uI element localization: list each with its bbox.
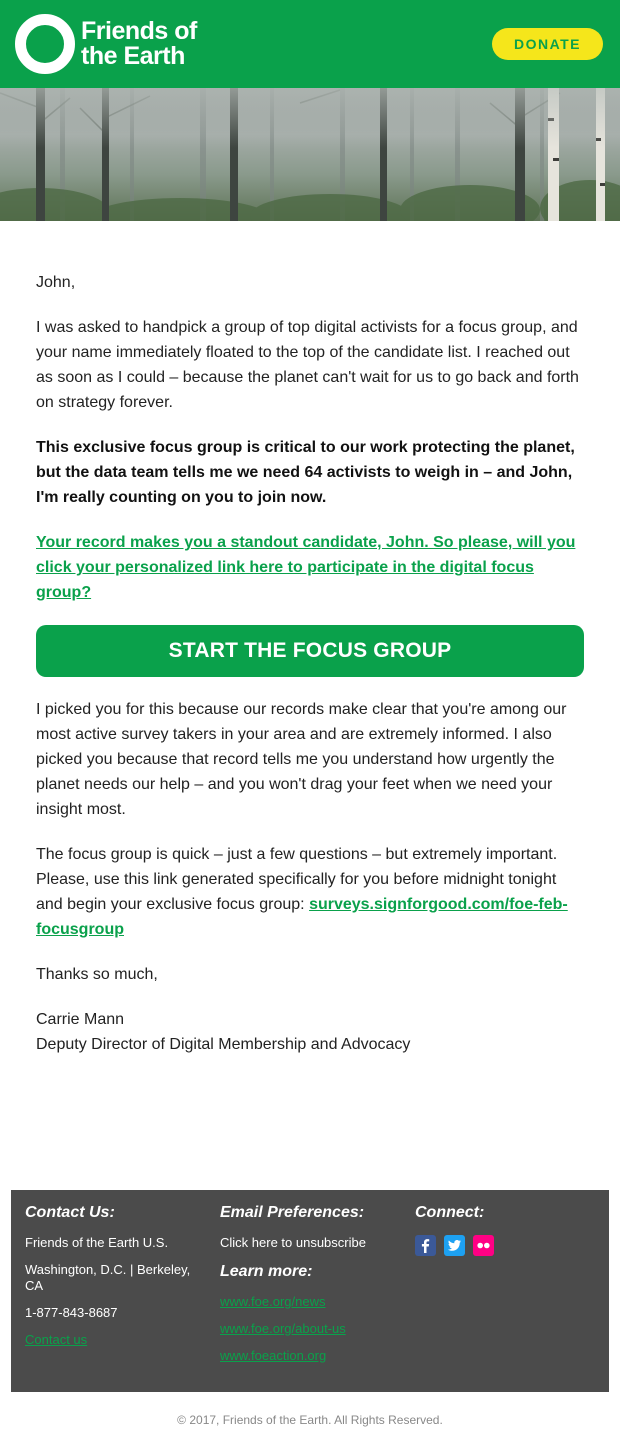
logo-line-2: the Earth [81, 42, 185, 70]
deadline-text: The focus group is quick – just a few questions – but extremely important. Please, use this link generated specifically for you before midnight tonight and begin your exclusive focus group: [36, 846, 558, 913]
footer [11, 1190, 609, 1392]
logo-line-1: Friends of [81, 17, 197, 45]
about-us-link[interactable]: www.foe.org/about-us [220, 1321, 346, 1336]
unsubscribe-link[interactable]: Click here to unsubscribe [220, 1235, 366, 1250]
urgent-paragraph: This exclusive focus group is critical to our work protecting the planet, but the data team tells me we need 64 activists to weigh in – and John, I'm really counting on you to join now. [36, 439, 575, 506]
flickr-icon[interactable] [473, 1235, 494, 1256]
twitter-icon[interactable] [444, 1235, 465, 1256]
deadline-paragraph [36, 842, 584, 942]
copyright-notice: © 2017, Friends of the Earth. All Rights Reserved. [177, 1413, 443, 1427]
facebook-icon[interactable] [415, 1235, 436, 1256]
signer-name: Carrie Mann [36, 1011, 125, 1028]
reason-paragraph: I picked you for this because our records make clear that you're among our most active survey takers in your area and are extremely informed. I also picked you because that record tells me you understand how urgently the planet needs our help – and you won't drag your feet when we need your insight most. [36, 701, 567, 818]
news-link[interactable]: www.foe.org/news [220, 1294, 326, 1309]
footer-connect-column [415, 1203, 595, 1256]
connect-heading: Connect: [415, 1204, 485, 1221]
intro-paragraph: I was asked to handpick a group of top digital activists for a focus group, and your name immediately floated to the top of the candidate list. I reached out as soon as I could – because the planet can't wait for us to go back and forth on strategy forever. [36, 319, 579, 411]
contact-heading: Contact Us: [25, 1204, 115, 1221]
learn-more-heading: Learn more: [220, 1263, 313, 1280]
org-name: Friends of the Earth U.S. [25, 1235, 169, 1250]
logo-ring-icon [15, 14, 75, 74]
forest-illustration [0, 88, 620, 221]
foeaction-link[interactable]: www.foeaction.org [220, 1348, 327, 1363]
sign-off: Thanks so much, [36, 966, 158, 983]
contact-us-link[interactable]: Contact us [25, 1332, 88, 1347]
personalized-link[interactable]: Your record makes you a standout candidate, John. So please, will you click your personalized link here to participate in the digital focus group? [36, 534, 576, 601]
donate-button[interactable]: DONATE [492, 28, 603, 60]
office-locations: Washington, D.C. | Berkeley, CA [25, 1262, 191, 1293]
survey-url-link[interactable]: surveys.signforgood.com/foe-feb-focusgroup [36, 896, 568, 938]
start-focus-group-button[interactable]: START THE FOCUS GROUP [36, 625, 584, 677]
email-preferences-heading: Email Preferences: [220, 1204, 365, 1221]
phone-number[interactable]: 1-877-843-8687 [25, 1305, 118, 1320]
footer-contact-column [25, 1203, 205, 1359]
logo-wordmark [81, 19, 197, 69]
hero-forest-image [0, 88, 620, 221]
greeting: John, [36, 274, 76, 291]
social-icons [415, 1235, 595, 1256]
footer-prefs-column [220, 1203, 400, 1375]
header-bar [0, 0, 620, 88]
email-body [36, 270, 584, 1057]
friends-of-the-earth-logo[interactable] [15, 14, 225, 74]
signer-title: Deputy Director of Digital Membership and Advocacy [36, 1036, 411, 1053]
